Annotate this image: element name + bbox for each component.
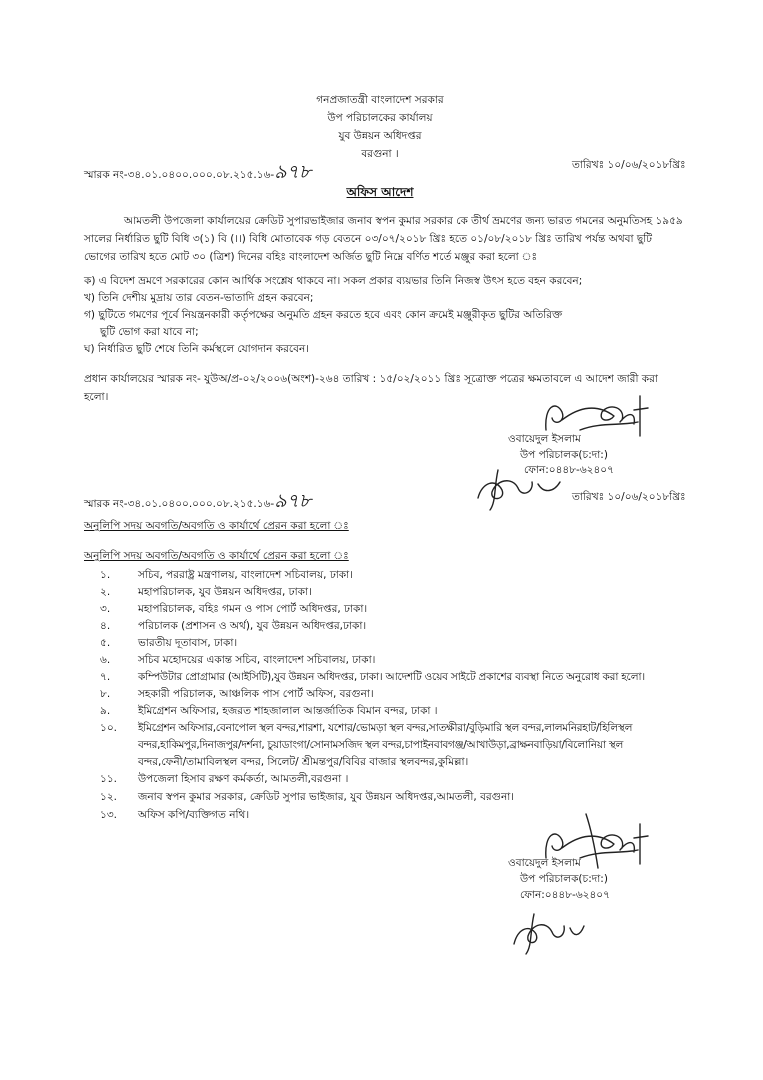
cc-item-text: মহাপরিচালক, যুব উন্নয়ন অধিদপ্তর, ঢাকা। [138, 586, 312, 598]
header-office: উপ পরিচালকের কার্যালয় [327, 112, 433, 124]
authority-line: প্রধান কার্যালয়ের স্মারক নং- যুউঅ/প্র-০২/২০০৬(অংশ)-২৬৪ তারিখ : ১৫/০২/২০১১ খ্রিঃ সূত্রোক্ত পত্রের ক্ষমতাবলে এ আদেশ জারী করা [84, 373, 658, 385]
memo-number [84, 158, 311, 190]
cc-item-number: ১৩. [100, 809, 117, 821]
cc-item-text: সহকারী পরিচালক, আঞ্চলিক পাস পোর্ট অফিস, বরগুনা। [138, 688, 374, 700]
page-title: অফিস আদেশ [346, 185, 414, 199]
cc-heading-1: অনুলিপি সদয় অবগতি/অবগতি ও কার্যার্থে প্রেরন করা হলো ঃ [84, 520, 349, 532]
authority-line-end: হলো। [84, 391, 109, 403]
condition-ga: গ) ছুটিতে গমণের পূর্বে নিয়ন্ত্রনকারী কর্তৃপক্ষের অনুমতি গ্রহন করতে হবে এবং কোন ক্রমেই মঞ্জুরীকৃত ছুটির অতিরিক্ত [84, 309, 563, 321]
header-government: গনপ্রজাতন্ত্রী বাংলাদেশ সরকার [316, 94, 444, 106]
header-department: যুব উন্নয়ন অধিদপ্তর [338, 130, 422, 142]
memo-number-2 [84, 487, 311, 519]
initials-1-mark [468, 462, 568, 512]
cc-item-text: সচিব মহোদয়ের একান্ত সচিব, বাংলাদেশ সচিবালয়, ঢাকা। [138, 654, 376, 666]
condition-ka: ক) এ বিদেশ ভ্রমণে সরকারের কোন আর্থিক সংশ্লেষ থাকবে না। সকল প্রকার ব্যয়ভার তিনি নিজস্ব উৎস হতে বহন করবেন; [84, 275, 583, 287]
memo-date: তারিখঃ ১০/০৬/২০১৮খ্রিঃ [572, 159, 686, 171]
signer-1-phone: ফোন:০৪৪৮-৬২৪০৭ [524, 464, 614, 476]
signer-2-designation: উপ পরিচালক(চ:দা:) [520, 873, 608, 885]
header-district: বরগুনা । [361, 148, 399, 160]
cc-item-number: ৭. [100, 671, 111, 683]
condition-ga-continued: ছুটি ভোগ করা যাবে না; [100, 326, 199, 338]
memo-date-2: তারিখঃ ১০/০৬/২০১৮খ্রিঃ [572, 491, 686, 503]
cc-item-number: ১২. [100, 791, 117, 803]
signer-1-name: ওবায়েদুল ইসলাম [508, 433, 581, 445]
cc-item-text: মহাপরিচালক, বহিঃ গমন ও পাস পোর্ট অধিদপ্তর, ঢাকা। [138, 603, 368, 615]
condition-kha: খ) তিনি দেশীয় মুদ্রায় তার বেতন-ভাতাদি গ্রহন করবেন; [84, 292, 314, 304]
cc-item-text: ভারতীয় দূতাবাস, ঢাকা। [138, 637, 238, 649]
cc-item-text: উপজেলা হিসাব রক্ষণ কর্মকর্তা, আমতলী,বরগুনা । [138, 773, 349, 785]
order-paragraph: আমতলী উপজেলা কার্যালয়ের ক্রেডিট সুপারভাইজার জনাব স্বপন কুমার সরকার কে তীর্থ ভ্রমণের জন্য ভারত গমনের অনুমতিসহ ১৯৫৯ সালের নির্ধারিত ছুটি বিধি ৩(১) বি (।।) বিধি মোতাবেক গড় বেতনে ০৩/০৭/২০১৮ খ্রিঃ হতে ০১/০৮/২০১৮ খ্রিঃ তারিখ পর্যন্ত অথবা ছুটি ভোগের তারিখ হতে মোট ৩০ (ত্রিশ) দিনের বহিঃ বাংলাদেশ অর্জিত ছুটি নিম্নে বর্ণিত শর্তে মঞ্জুর করা হলো ঃ [84, 215, 683, 263]
cc-item-number: ৩. [100, 603, 111, 615]
initials-2-mark [508, 902, 588, 958]
cc-item-number: ৫. [100, 637, 111, 649]
cc-item-number: ৮. [100, 688, 111, 700]
cc-item-number: ৬. [100, 654, 111, 666]
memo-number-2-handwritten: ৯৭৮ [274, 490, 312, 512]
cc-item-number: ৯. [100, 705, 111, 717]
signer-1-designation: উপ পরিচালক(চ:দা:) [520, 449, 608, 461]
signer-2-phone: ফোন:০৪৪৮-৬২৪০৭ [520, 889, 610, 901]
memo-number-2-text: স্মারক নং-৩৪.০১.০৪০০.০০০.০৮.২১৫.১৬- [84, 498, 275, 510]
cc-item-text: বন্দর,ফেনী/তামাবিলস্থল বন্দর, সিলেট/ শ্রীমন্তপুর/বিবির বাজার স্থলবন্দর,কুমিল্লা। [138, 756, 469, 768]
signer-2-name: ওবায়েদুল ইসলাম [508, 857, 581, 869]
cc-item-text: বন্দর,হাকিমপুর,দিনাজপুর/দর্শনা, চুয়াডাংগা/সোনামসজিদ স্থল বন্দর,চাপাইনবাবগঞ্জ/আখাউড়া,ব্রাক্ষনবাড়িয়া/বিলোনিয়া স্থল [138, 739, 624, 751]
cc-item-text: পরিচালক (প্রশাসন ও অর্থ), যুব উন্নয়ন অধিদপ্তর,ঢাকা। [138, 620, 367, 632]
memo-number-text: স্মারক নং-৩৪.০১.০৪০০.০০০.০৮.২১৫.১৬- [84, 169, 275, 181]
condition-gha: ঘ) নির্ধারিত ছুটি শেষে তিনি কর্মস্থলে যোগদান করবেন। [84, 343, 309, 355]
cc-item-number: ১০. [100, 722, 117, 734]
cc-item-text: সচিব, পররাষ্ট্র মন্ত্রণালয়, বাংলাদেশ সচিবালয়, ঢাকা। [138, 569, 353, 581]
cc-item-number: ১. [100, 569, 111, 581]
cc-item-number: ২. [100, 586, 111, 598]
cc-item-text: ইমিগ্রেশন অফিসার, হজরত শাহজালাল আন্তর্জাতিক বিমান বন্দর, ঢাকা । [138, 705, 438, 717]
cc-item-text: কম্পিউটার প্রোগ্রামার (আইসিটি),যুব উন্নয়ন অধিদপ্তর, ঢাকা। আদেশটি ওয়েব সাইটে প্রকাশের ব্যবস্থা নিতে অনুরোধ করা হলো। [138, 671, 645, 683]
cc-item-text: অফিস কপি/ব্যক্তিগত নথি। [138, 809, 250, 821]
cc-heading-2: অনুলিপি সদয় অবগতি/অবগতি ও কার্যার্থে প্রেরন করা হলো ঃ [84, 550, 349, 562]
cc-item-number: ৪. [100, 620, 111, 632]
memo-number-handwritten: ৯৭৮ [274, 161, 312, 183]
cc-item-text: জনাব স্বপন কুমার সরকার, ক্রেডিট সুপার ভাইজার, যুব উন্নয়ন অধিদপ্তর,আমতলী, বরগুনা। [138, 791, 515, 803]
cc-item-number: ১১. [100, 773, 117, 785]
cc-item-text: ইমিগ্রেশন অফিসার,বেনাপোল স্থল বন্দর,শারশা, যশোর/ভোমড়া স্থল বন্দর,সাতক্ষীরা/বুড়িমারি স্থল বন্দর,লালমনিরহাট/হিলিস্থল [138, 722, 633, 734]
